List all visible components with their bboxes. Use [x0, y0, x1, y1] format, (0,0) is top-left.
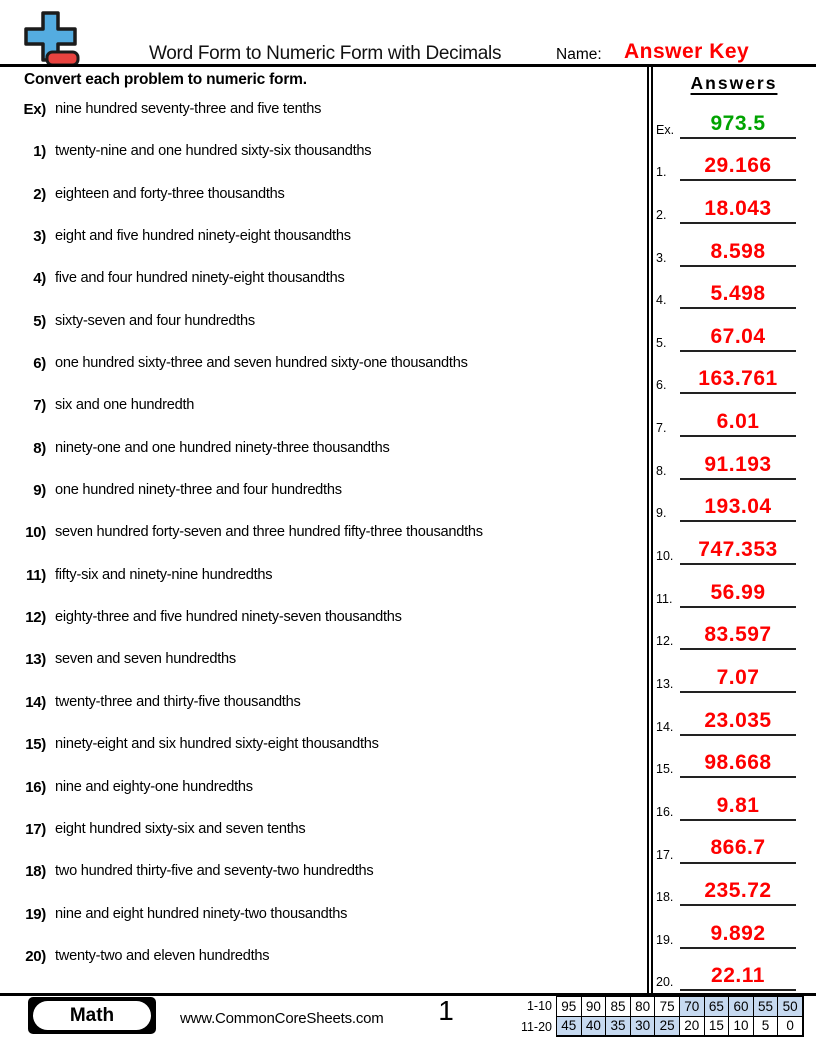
- problem-number: 14): [25, 693, 46, 711]
- problem-row: [0, 609, 645, 651]
- grading-scale-cell: 60: [728, 996, 754, 1017]
- problem-row: [0, 313, 645, 355]
- problem-text: eight hundred sixty-six and seven tenths: [55, 820, 306, 837]
- problem-text: sixty-seven and four hundredths: [55, 312, 255, 329]
- problem-number: 15): [25, 736, 46, 754]
- problem-text: nine and eight hundred ninety-two thousandths: [55, 905, 348, 922]
- problem-number: 9): [33, 482, 46, 500]
- grading-scale-cell: 80: [630, 996, 656, 1017]
- problem-text: eight and five hundred ninety-eight thousandths: [55, 228, 351, 245]
- problem-number: 11): [26, 566, 46, 584]
- problem-text: twenty-two and eleven hundredths: [55, 947, 270, 964]
- problem-number: 13): [25, 651, 46, 669]
- problem-number: 16): [25, 778, 46, 796]
- problem-number: 12): [25, 609, 46, 627]
- grading-scale-cell: 25: [654, 1016, 680, 1037]
- answer-number: 16.: [656, 804, 674, 819]
- grading-scale-cell: 15: [704, 1016, 730, 1037]
- problem-row: [0, 906, 645, 948]
- answer-value: 91.193: [680, 454, 796, 480]
- answer-row: [653, 227, 815, 270]
- problem-row: [0, 355, 645, 397]
- answer-number: 7.: [656, 421, 667, 436]
- grading-scale-table: [556, 995, 804, 1037]
- grading-scale-cell: 5: [753, 1016, 779, 1037]
- problem-row: [0, 482, 645, 524]
- problem-row: [0, 186, 645, 228]
- grading-scale-row-2: [557, 1016, 803, 1037]
- answer-value: 163.761: [680, 368, 796, 394]
- answer-row: [653, 739, 815, 782]
- problem-number: 19): [25, 905, 46, 923]
- problem-number: Ex): [23, 101, 46, 118]
- problem-text: twenty-three and thirty-five thousandths: [55, 693, 301, 710]
- grading-scale-cell: 55: [753, 996, 779, 1017]
- problem-number: 5): [33, 312, 46, 330]
- problem-row: [0, 101, 645, 143]
- grading-scale-cell: 40: [581, 1016, 607, 1037]
- answer-row: [653, 653, 815, 696]
- instructions-text: Convert each problem to numeric form.: [24, 71, 307, 88]
- problem-text: eighteen and forty-three thousandths: [55, 185, 285, 202]
- answer-number: 17.: [656, 847, 674, 862]
- problem-row: [0, 779, 645, 821]
- answer-number: 18.: [656, 890, 674, 905]
- problem-number: 7): [33, 397, 46, 415]
- problem-row: [0, 397, 645, 439]
- header-divider: [0, 64, 816, 67]
- answer-row: [653, 909, 815, 952]
- problem-number: 17): [25, 820, 46, 838]
- grading-scale-cell: 20: [679, 1016, 705, 1037]
- subject-badge-label: Math: [33, 1001, 151, 1030]
- name-label: Name:: [556, 46, 602, 63]
- problem-number: 20): [25, 947, 46, 965]
- answer-row: [653, 142, 815, 185]
- answer-value: 193.04: [680, 496, 796, 522]
- answer-number: 8.: [656, 463, 667, 478]
- answer-number: 12.: [656, 634, 674, 649]
- answer-row: [653, 184, 815, 227]
- answer-row: [653, 397, 815, 440]
- answer-number: 1.: [656, 165, 667, 180]
- answer-value: 866.7: [680, 837, 796, 863]
- grading-scale-cell: 90: [581, 996, 607, 1017]
- grade-range-label-1-10: 1-10: [526, 999, 552, 1013]
- problem-text: one hundred sixty-three and seven hundred sixty-one thousandths: [55, 355, 468, 372]
- grading-scale-cell: 30: [630, 1016, 656, 1037]
- grading-scale-row-1: [557, 996, 803, 1017]
- problem-row: [0, 821, 645, 863]
- answer-number: 3.: [656, 250, 667, 265]
- problem-text: ninety-eight and six hundred sixty-eight thousandths: [55, 736, 379, 753]
- answer-value: 973.5: [680, 113, 796, 139]
- problem-number: 18): [25, 863, 46, 881]
- problem-text: ninety-one and one hundred ninety-three thousandths: [55, 439, 390, 456]
- problem-row: [0, 270, 645, 312]
- answer-number: 5.: [656, 335, 667, 350]
- answer-value: 23.035: [680, 710, 796, 736]
- problem-number: 2): [33, 185, 46, 203]
- answer-value: 235.72: [680, 880, 796, 906]
- problem-text: one hundred ninety-three and four hundredths: [55, 482, 342, 499]
- answer-row: [653, 270, 815, 313]
- page-number: 1: [438, 995, 454, 1026]
- problem-row: [0, 143, 645, 185]
- grading-scale-cell: 45: [556, 1016, 582, 1037]
- problem-row: [0, 567, 645, 609]
- answer-row: [653, 568, 815, 611]
- answer-value: 6.01: [680, 411, 796, 437]
- problem-row: [0, 948, 645, 990]
- grading-scale-cell: 35: [605, 1016, 631, 1037]
- answer-value: 18.043: [680, 198, 796, 224]
- problem-number: 1): [33, 143, 46, 161]
- answer-value: 747.353: [680, 539, 796, 565]
- grading-scale-cell: 65: [704, 996, 730, 1017]
- answers-column-title: Answers: [690, 73, 778, 93]
- problem-number: 10): [25, 524, 46, 542]
- problem-text: nine and eighty-one hundredths: [55, 778, 253, 795]
- answer-value: 56.99: [680, 582, 796, 608]
- grading-scale-cell: 70: [679, 996, 705, 1017]
- subject-badge: [28, 997, 156, 1034]
- answer-key-label: Answer Key: [624, 40, 750, 63]
- problem-text: two hundred thirty-five and seventy-two hundredths: [55, 863, 374, 880]
- problem-row: [0, 863, 645, 905]
- problem-text: seven and seven hundredths: [55, 651, 236, 668]
- answer-value: 29.166: [680, 155, 796, 181]
- answers-list: [653, 99, 815, 994]
- answer-number: 20.: [656, 975, 674, 990]
- problem-text: eighty-three and five hundred ninety-seven thousandths: [55, 609, 402, 626]
- answer-value: 98.668: [680, 752, 796, 778]
- problem-number: 8): [33, 439, 46, 457]
- answer-row: [653, 99, 815, 142]
- answer-value: 9.81: [680, 795, 796, 821]
- answer-value: 9.892: [680, 923, 796, 949]
- answer-row: [653, 824, 815, 867]
- page-title: Word Form to Numeric Form with Decimals: [149, 43, 502, 64]
- problem-number: 4): [33, 270, 46, 288]
- website-url: www.CommonCoreSheets.com: [180, 1010, 384, 1027]
- problem-text: nine hundred seventy-three and five tenths: [55, 101, 322, 117]
- answer-number: 2.: [656, 207, 667, 222]
- grading-scale-cell: 0: [777, 1016, 803, 1037]
- problem-row: [0, 228, 645, 270]
- answer-value: 7.07: [680, 667, 796, 693]
- answer-number: 6.: [656, 378, 667, 393]
- answer-row: [653, 355, 815, 398]
- answer-row: [653, 525, 815, 568]
- problem-text: fifty-six and ninety-nine hundredths: [55, 566, 273, 583]
- answer-number: 10.: [656, 549, 674, 564]
- problems-list: [0, 101, 645, 990]
- grading-scale-cell: 50: [777, 996, 803, 1017]
- answer-row: [653, 781, 815, 824]
- grading-scale-cell: 10: [728, 1016, 754, 1037]
- answer-row: [653, 483, 815, 526]
- answer-row: [653, 440, 815, 483]
- answer-row: [653, 867, 815, 910]
- answer-value: 5.498: [680, 283, 796, 309]
- grading-scale-cell: 75: [654, 996, 680, 1017]
- answer-value: 8.598: [680, 241, 796, 267]
- answer-value: 83.597: [680, 624, 796, 650]
- grading-scale-cell: 95: [556, 996, 582, 1017]
- problem-number: 6): [33, 355, 46, 373]
- answer-row: [653, 952, 815, 995]
- answer-number: 15.: [656, 762, 674, 777]
- problem-text: seven hundred forty-seven and three hundred fifty-three thousandths: [55, 524, 483, 541]
- problem-row: [0, 736, 645, 778]
- answer-number: 14.: [656, 719, 674, 734]
- answer-row: [653, 611, 815, 654]
- problem-row: [0, 440, 645, 482]
- problem-number: 3): [33, 228, 46, 246]
- problem-text: six and one hundredth: [55, 397, 195, 414]
- answer-value: 22.11: [680, 965, 796, 991]
- answer-number: Ex.: [656, 122, 675, 137]
- answer-value: 67.04: [680, 326, 796, 352]
- problem-row: [0, 694, 645, 736]
- problem-text: five and four hundred ninety-eight thousandths: [55, 270, 345, 287]
- answer-number: 4.: [656, 293, 667, 308]
- answer-number: 9.: [656, 506, 667, 521]
- answer-number: 13.: [656, 676, 674, 691]
- answer-number: 11.: [656, 591, 673, 606]
- grade-range-label-11-20: 11-20: [520, 1019, 552, 1034]
- problem-row: [0, 651, 645, 693]
- grading-scale-cell: 85: [605, 996, 631, 1017]
- answer-row: [653, 312, 815, 355]
- answer-number: 19.: [656, 932, 674, 947]
- answer-row: [653, 696, 815, 739]
- problem-text: twenty-nine and one hundred sixty-six thousandths: [55, 143, 372, 160]
- problem-row: [0, 524, 645, 566]
